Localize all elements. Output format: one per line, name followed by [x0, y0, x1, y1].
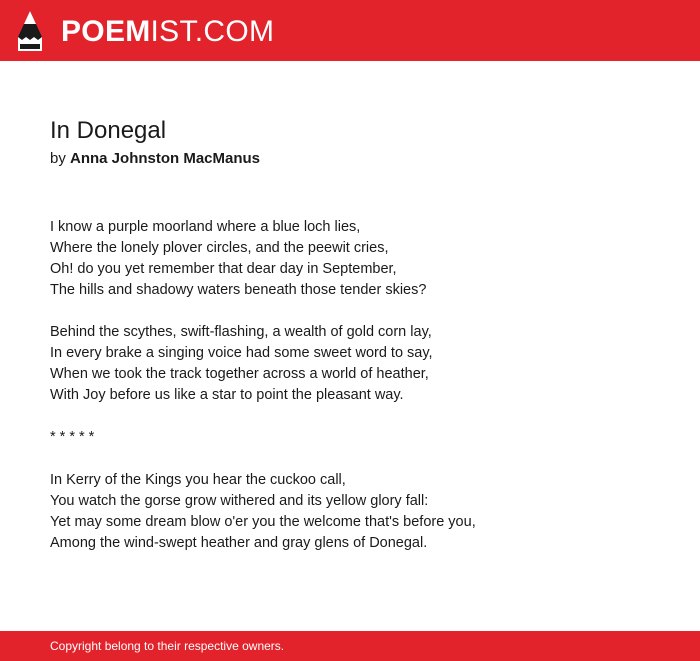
poem-line: You watch the gorse grow withered and its yellow glory fall: — [50, 493, 429, 509]
site-logo-link[interactable] — [61, 14, 275, 48]
brand-light-text: IST.COM — [150, 14, 275, 48]
poem-line: Among the wind-swept heather and gray glens of Donegal. — [50, 535, 428, 551]
section-separator: * * * * * — [50, 429, 95, 445]
poem-line: Where the lonely plover circles, and the peewit cries, — [50, 240, 389, 256]
poem-line: I know a purple moorland where a blue loch lies, — [50, 219, 361, 235]
stanza-1 — [50, 217, 670, 301]
poem-line: Oh! do you yet remember that dear day in September, — [50, 261, 397, 277]
stanza-2 — [50, 322, 670, 406]
poem-line: In Kerry of the Kings you hear the cuckoo call, — [50, 472, 346, 488]
poem-line: Behind the scythes, swift-flashing, a wealth of gold corn lay, — [50, 324, 432, 340]
pencil-icon[interactable] — [17, 10, 43, 52]
poem-line: The hills and shadowy waters beneath those tender skies? — [50, 282, 427, 298]
poem-content — [50, 115, 670, 554]
poem-title: In Donegal — [50, 117, 167, 144]
poem-line: With Joy before us like a star to point the pleasant way. — [50, 387, 404, 403]
poem-line: Yet may some dream blow o'er you the welcome that's before you, — [50, 514, 476, 530]
site-footer — [0, 631, 700, 661]
byline — [50, 148, 670, 170]
copyright-text: Copyright belong to their respective owners. — [50, 639, 285, 653]
site-header — [0, 0, 700, 61]
poem-line: In every brake a singing voice had some sweet word to say, — [50, 345, 433, 361]
poem-line: When we took the track together across a world of heather, — [50, 366, 429, 382]
author-name: Anna Johnston MacManus — [70, 150, 261, 167]
by-label: by — [50, 150, 66, 167]
brand-bold-text: POEM — [61, 14, 151, 48]
stanza-3 — [50, 470, 670, 554]
